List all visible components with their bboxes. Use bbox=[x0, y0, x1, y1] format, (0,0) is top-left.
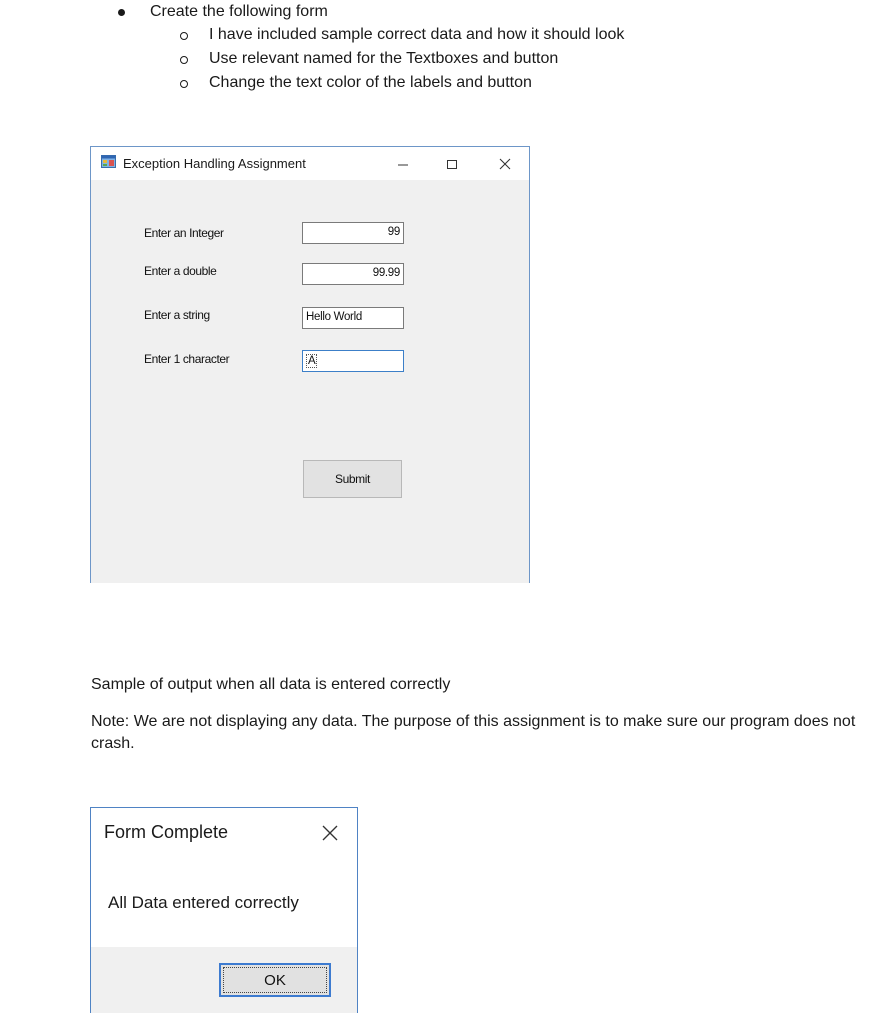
dialog-footer bbox=[91, 947, 357, 1013]
note-paragraph: Note: We are not displaying any data. The purpose of this assignment is to make sure our program does not crash. bbox=[91, 713, 856, 752]
sub-bullet-text: Use relevant named for the Textboxes and button bbox=[209, 50, 559, 67]
ok-button-label: OK bbox=[223, 967, 327, 993]
hollow-bullet-icon bbox=[180, 32, 188, 40]
window-title: Exception Handling Assignment bbox=[123, 156, 306, 171]
character-label: Enter 1 character bbox=[144, 352, 230, 366]
close-icon bbox=[499, 158, 511, 170]
dialog-message: All Data entered correctly bbox=[108, 893, 299, 912]
exception-handling-window bbox=[90, 146, 530, 583]
double-label: Enter a double bbox=[144, 264, 217, 278]
integer-label: Enter an Integer bbox=[144, 226, 224, 240]
ok-button[interactable] bbox=[219, 963, 331, 997]
maximize-icon bbox=[446, 158, 458, 170]
window-titlebar[interactable] bbox=[91, 147, 529, 180]
character-textbox[interactable] bbox=[302, 350, 404, 372]
form-app-icon bbox=[101, 155, 116, 168]
dialog-title: Form Complete bbox=[104, 822, 229, 842]
form-complete-dialog bbox=[90, 807, 358, 1013]
bullet-text: Create the following form bbox=[150, 3, 328, 20]
string-label: Enter a string bbox=[144, 308, 210, 322]
string-textbox[interactable]: Hello World bbox=[302, 307, 404, 329]
minimize-button[interactable] bbox=[391, 153, 415, 175]
submit-button[interactable]: Submit bbox=[303, 460, 402, 498]
bullet-icon bbox=[118, 9, 125, 16]
sample-caption: Sample of output when all data is entered correctly bbox=[91, 676, 451, 693]
close-button[interactable] bbox=[493, 153, 517, 175]
integer-textbox[interactable]: 99 bbox=[302, 222, 404, 244]
minimize-icon bbox=[397, 158, 409, 170]
hollow-bullet-icon bbox=[180, 56, 188, 64]
double-textbox[interactable]: 99.99 bbox=[302, 263, 404, 285]
hollow-bullet-icon bbox=[180, 80, 188, 88]
sub-bullet-text: I have included sample correct data and how it should look bbox=[209, 26, 625, 43]
character-value: A bbox=[308, 355, 316, 367]
maximize-button[interactable] bbox=[440, 153, 464, 175]
sub-bullet-text: Change the text color of the labels and button bbox=[209, 74, 532, 91]
dialog-close-icon[interactable] bbox=[319, 822, 341, 844]
